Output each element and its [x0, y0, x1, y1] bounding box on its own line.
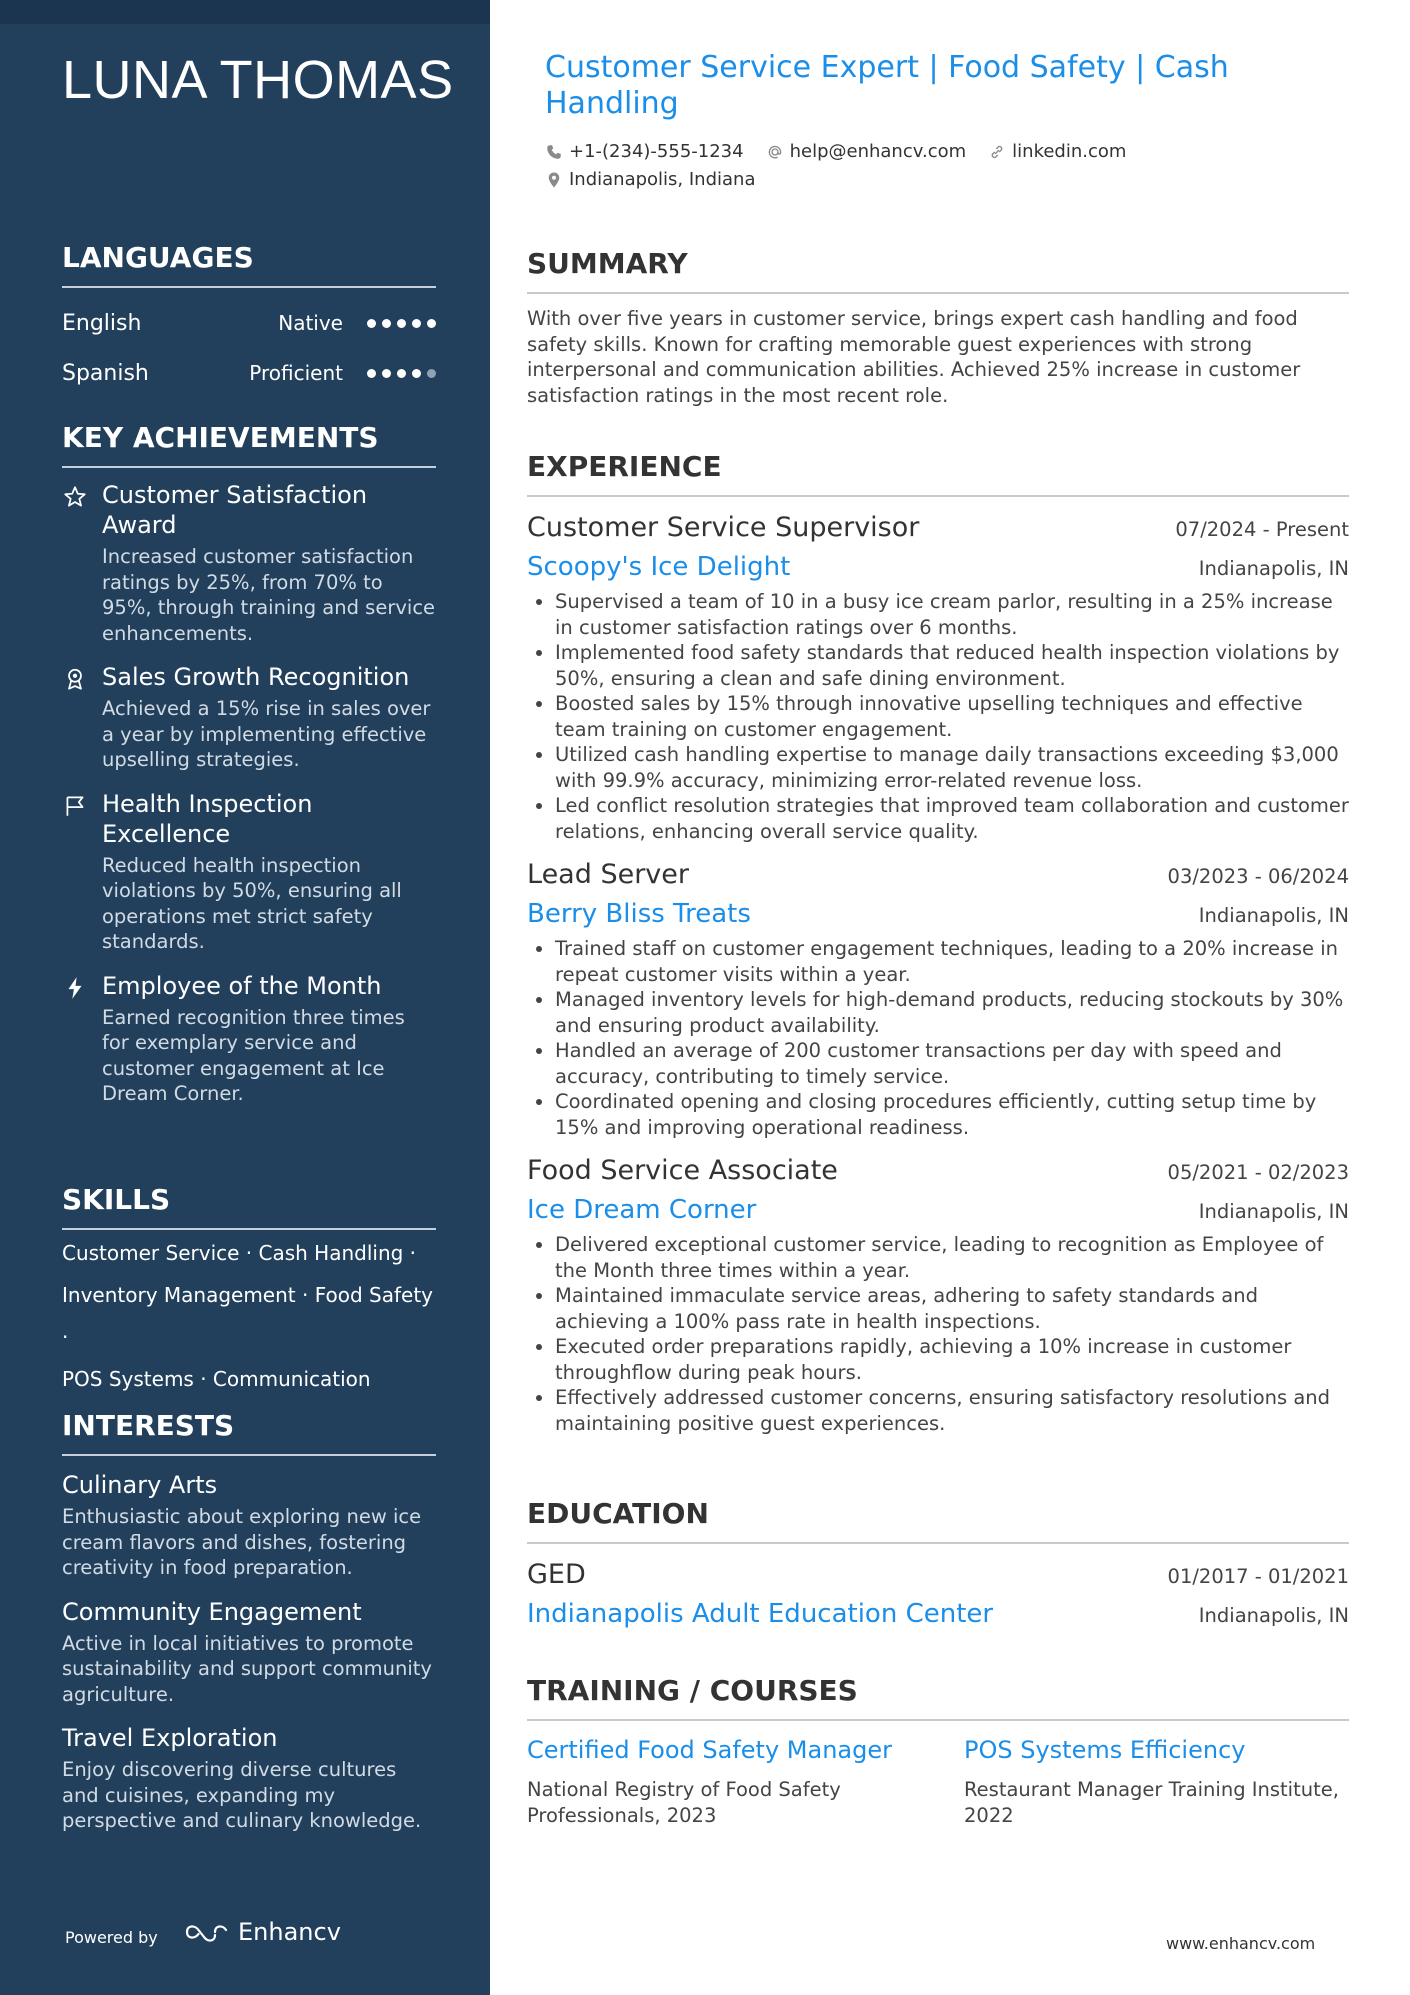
job-bullet: • Supervised a team of 10 in a busy ice cream parlor, resulting in a 25% increase in customer satisfaction ratings over 6 months.: [555, 589, 1349, 640]
language-item: [62, 298, 436, 348]
education-degree: GED: [527, 1559, 586, 1590]
job-bullet: • Handled an average of 200 customer transactions per day with speed and accuracy, contributing to timely service.: [555, 1038, 1349, 1089]
achievement-title: Employee of the Month: [102, 971, 382, 1000]
interest-title: Culinary Arts: [62, 1471, 218, 1499]
sidebar-top-strip: [0, 0, 490, 24]
location-pin-icon: [545, 171, 563, 189]
interest-desc: Active in local initiatives to promote sustainability and support community agriculture.: [62, 1631, 432, 1706]
job-company: Berry Bliss Treats: [527, 899, 751, 929]
star-icon: [62, 484, 88, 510]
contact-row: [545, 141, 1126, 162]
flag-icon: [62, 793, 88, 819]
job-bullet: • Trained staff on customer engagement techniques, leading to a 20% increase in repeat customer visits within a year.: [555, 936, 1349, 987]
education-entry: [527, 1558, 1349, 1630]
job-dates: 03/2023 - 06/2024: [1167, 865, 1349, 888]
rating-dot: [412, 319, 421, 328]
contact-location-text: Indianapolis, Indiana: [569, 169, 756, 190]
job-bullets: [527, 936, 1349, 1140]
training-section: [527, 1673, 1349, 1828]
interest-title: Community Engagement: [62, 1597, 362, 1626]
rating-dot: [412, 369, 421, 378]
course-institution: National Registry of Food Safety Professionals, 2023: [527, 1778, 841, 1827]
job-company: Ice Dream Corner: [527, 1195, 757, 1225]
job-bullet: • Led conflict resolution strategies that improved team collaboration and customer relations, enhancing overall service quality.: [555, 793, 1349, 844]
contact-location: [545, 169, 756, 190]
rating-dot: [397, 319, 406, 328]
achievements-section: [62, 420, 436, 1107]
achievement-desc: Achieved a 15% rise in sales over a year by implementing effective upselling strategies.: [102, 697, 431, 771]
footer-url[interactable]: www.enhancv.com: [1166, 1934, 1316, 1953]
job-bullet: • Effectively addressed customer concerns, ensuring satisfactory resolutions and maintaining positive guest experiences.: [555, 1385, 1349, 1436]
contact-phone-text: +1-(234)-555-1234: [569, 141, 744, 162]
job-bullet: • Delivered exceptional customer service, leading to recognition as Employee of the Month three times within a year.: [555, 1232, 1349, 1283]
education-heading: EDUCATION: [527, 1496, 1349, 1544]
rating-dot: [427, 319, 436, 328]
enhancv-brand-name: Enhancv: [238, 1918, 341, 1946]
rating-dot: [427, 369, 436, 378]
enhancv-logo-icon: [184, 1921, 230, 1943]
job-title: Customer Service Supervisor: [527, 512, 920, 543]
achievement-item: [62, 480, 436, 646]
interest-title: Travel Exploration: [62, 1724, 278, 1752]
achievement-title: Customer Satisfaction Award: [102, 481, 368, 539]
achievement-desc: Increased customer satisfaction ratings by 25%, from 70% to 95%, through training and service enhancements.: [102, 545, 436, 645]
skills-section: [62, 1182, 436, 1400]
job-entry: [527, 1154, 1349, 1436]
achievements-heading: KEY ACHIEVEMENTS: [62, 420, 436, 468]
achievement-title: Health Inspection Excellence: [102, 789, 313, 848]
contact-row-2: [545, 169, 756, 190]
language-rating: [367, 319, 436, 328]
interest-item: [62, 1470, 436, 1581]
job-entry: [527, 511, 1349, 844]
powered-by-label: Powered by: [65, 1928, 158, 1947]
job-dates: 05/2021 - 02/2023: [1167, 1161, 1349, 1184]
job-bullet: • Boosted sales by 15% through innovative upselling techniques and effective team training on customer engagement.: [555, 691, 1349, 742]
job-bullet: • Executed order preparations rapidly, achieving a 10% increase in customer throughflow during peak hours.: [555, 1334, 1349, 1385]
education-location: Indianapolis, IN: [1198, 1604, 1349, 1627]
experience-section: [527, 449, 1349, 1436]
languages-section: [62, 240, 436, 398]
award-icon: [62, 666, 88, 692]
education-section: [527, 1496, 1349, 1630]
job-bullet: • Maintained immaculate service areas, adhering to safety standards and achieving a 100% pass rate in health inspections.: [555, 1283, 1349, 1334]
summary-text: With over five years in customer service, brings expert cash handling and food safety skills. Known for crafting memorable guest experiences with strong interpersonal and communication abilities. Achieved 25% increase in customer satisfaction ratings in the most recent role.: [527, 307, 1301, 407]
education-school: Indianapolis Adult Education Center: [527, 1599, 994, 1629]
at-icon: [766, 143, 784, 161]
rating-dot: [382, 369, 391, 378]
summary-heading: SUMMARY: [527, 246, 1349, 294]
achievement-item: [62, 789, 436, 955]
skills-line: Inventory Management · Food Safety ·: [62, 1283, 433, 1349]
skills-heading: SKILLS: [62, 1182, 436, 1230]
course-item: [527, 1735, 912, 1828]
languages-heading: LANGUAGES: [62, 240, 436, 288]
training-heading: TRAINING / COURSES: [527, 1673, 1349, 1721]
experience-heading: EXPERIENCE: [527, 449, 1349, 497]
language-name: English: [62, 310, 142, 336]
job-entry: [527, 858, 1349, 1140]
contact-email[interactable]: [766, 141, 967, 162]
achievement-item: [62, 662, 436, 773]
achievement-desc: Earned recognition three times for exemplary service and customer engagement at Ice Dream Corner.: [102, 1005, 405, 1105]
lightning-icon: [62, 975, 88, 1001]
language-level: Proficient: [249, 361, 343, 385]
interest-item: [62, 1597, 436, 1708]
job-bullets: [527, 1232, 1349, 1436]
achievement-title: Sales Growth Recognition: [102, 663, 410, 691]
job-location: Indianapolis, IN: [1198, 904, 1349, 927]
job-company: Scoopy's Ice Delight: [527, 552, 791, 582]
job-location: Indianapolis, IN: [1198, 1200, 1349, 1223]
phone-icon: [545, 143, 563, 161]
rating-dot: [367, 319, 376, 328]
language-rating: [367, 369, 436, 378]
job-bullet: • Coordinated opening and closing procedures efficiently, cutting setup time by 15% and improving operational readiness.: [555, 1089, 1349, 1140]
course-title: POS Systems Efficiency: [964, 1736, 1246, 1764]
language-name: Spanish: [62, 360, 149, 386]
achievement-item: [62, 971, 436, 1107]
contact-linkedin[interactable]: [988, 141, 1126, 162]
skills-line: Customer Service · Cash Handling ·: [62, 1241, 417, 1265]
sidebar: [0, 0, 490, 1995]
education-dates: 01/2017 - 01/2021: [1167, 1565, 1349, 1588]
headline: Customer Service Expert | Food Safety | Cash Handling: [545, 50, 1229, 121]
interest-item: [62, 1723, 436, 1834]
job-bullet: • Implemented food safety standards that reduced health inspection violations by 50%, ensuring a clean and safe dining environment.: [555, 640, 1349, 691]
job-title: Lead Server: [527, 859, 689, 890]
contact-email-text: help@enhancv.com: [789, 141, 967, 162]
rating-dot: [382, 319, 391, 328]
candidate-name: LUNA THOMAS: [62, 50, 454, 110]
interests-heading: INTERESTS: [62, 1408, 436, 1456]
language-level: Native: [278, 311, 343, 335]
contact-phone[interactable]: [545, 141, 744, 162]
interest-desc: Enthusiastic about exploring new ice cream flavors and dishes, fostering creativity in food preparation.: [62, 1505, 422, 1579]
summary-section: [527, 246, 1349, 408]
enhancv-logo[interactable]: [184, 1918, 341, 1946]
link-icon: [988, 143, 1006, 161]
achievement-desc: Reduced health inspection violations by 50%, ensuring all operations met strict safety standards.: [102, 853, 402, 953]
course-institution: Restaurant Manager Training Institute, 2022: [964, 1778, 1339, 1827]
rating-dot: [397, 369, 406, 378]
language-item: [62, 348, 436, 398]
job-bullet: • Utilized cash handling expertise to manage daily transactions exceeding $3,000 with 99.9% accuracy, minimizing error-related revenue loss.: [555, 742, 1349, 793]
interests-section: [62, 1408, 436, 1834]
contact-linkedin-text: linkedin.com: [1012, 141, 1127, 162]
course-item: [964, 1735, 1349, 1828]
job-bullet: • Managed inventory levels for high-demand products, reducing stockouts by 30% and ensuring product availability.: [555, 987, 1349, 1038]
job-location: Indianapolis, IN: [1198, 557, 1349, 580]
job-dates: 07/2024 - Present: [1175, 518, 1349, 541]
skills-line: POS Systems · Communication: [62, 1367, 371, 1391]
job-title: Food Service Associate: [527, 1155, 838, 1186]
interest-desc: Enjoy discovering diverse cultures and cuisines, expanding my perspective and culinary knowledge.: [62, 1758, 422, 1832]
course-title: Certified Food Safety Manager: [527, 1736, 892, 1764]
job-bullets: [527, 589, 1349, 844]
rating-dot: [367, 369, 376, 378]
